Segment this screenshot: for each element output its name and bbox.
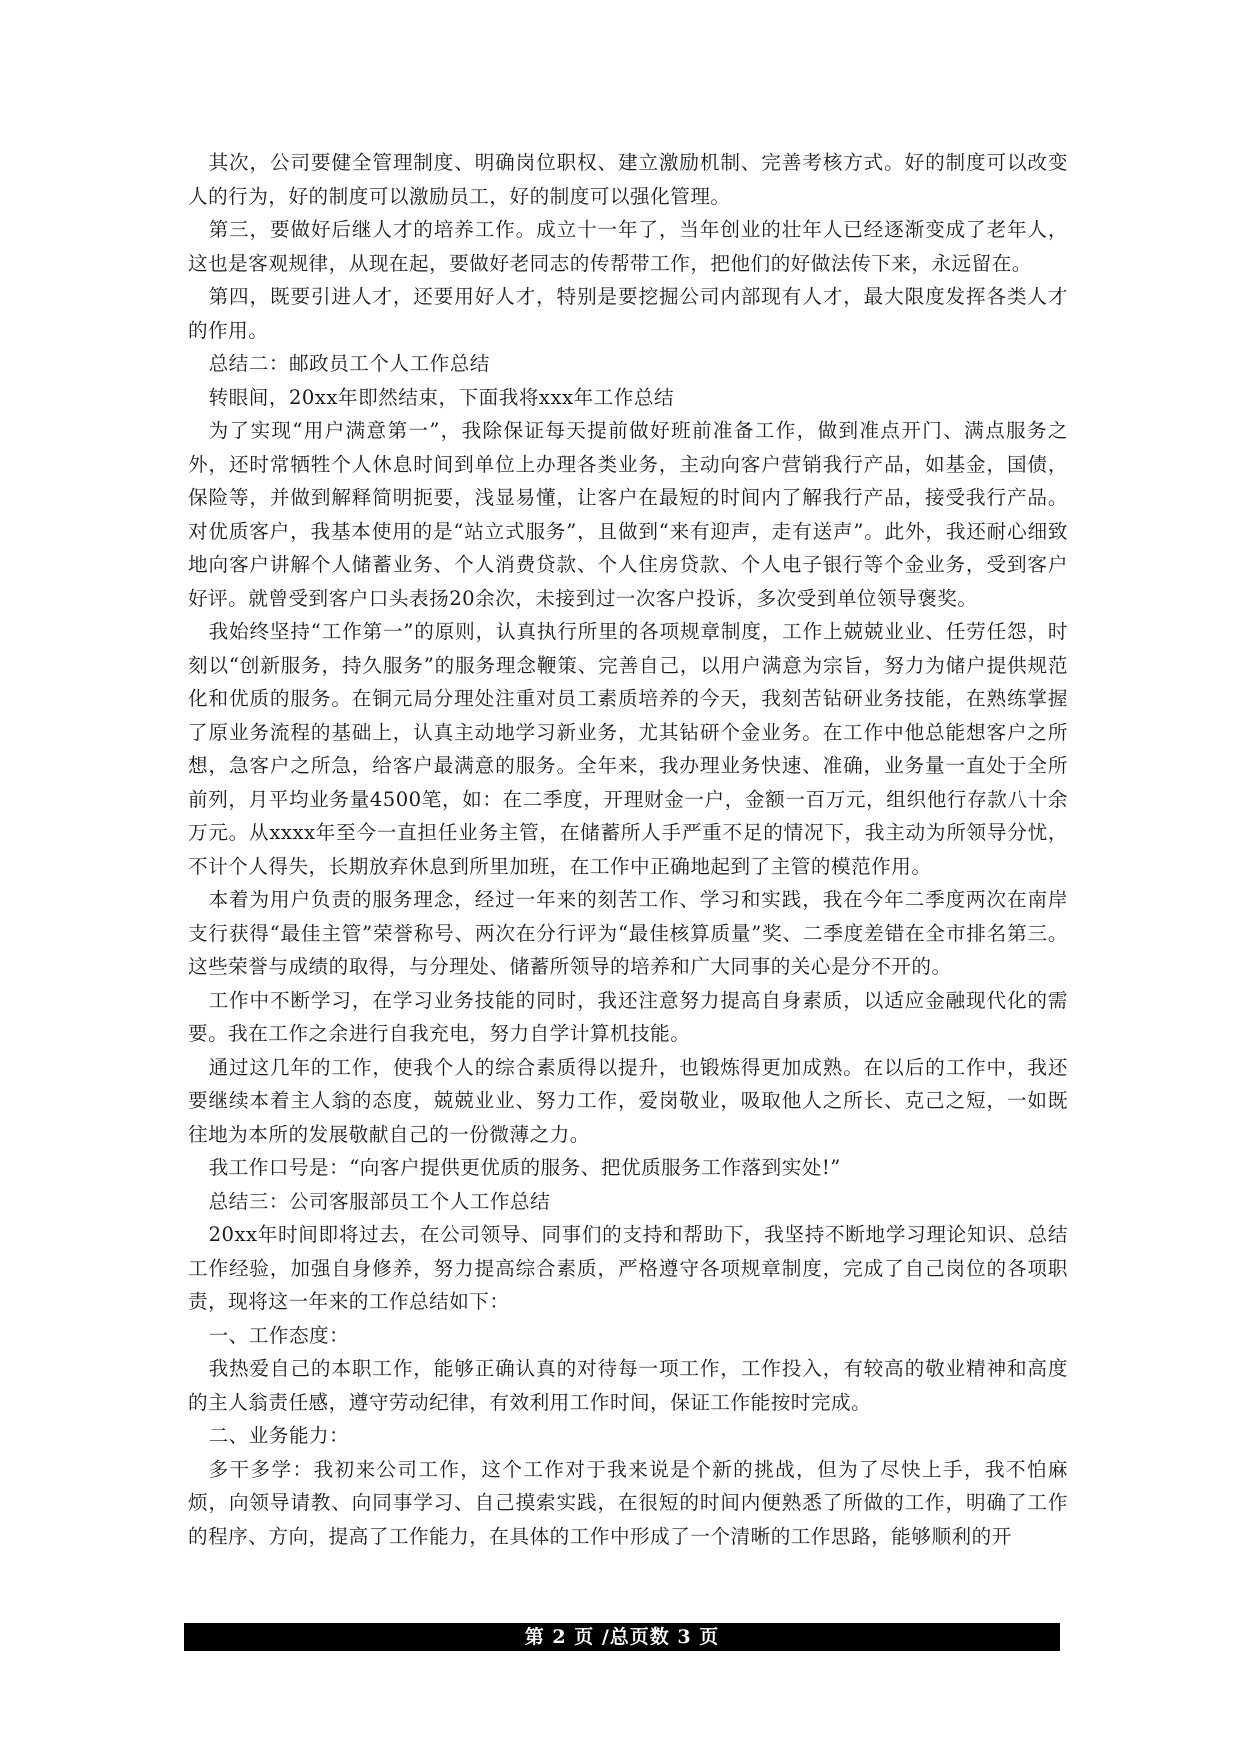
page-number-footer: 第 2 页 /总页数 3 页 xyxy=(184,1623,1060,1651)
body-paragraph: 为了实现“用户满意第一”，我除保证每天提前做好班前准备工作，做到准点开门、满点服务之外，还时常牺牲个人休息时间到单位上办理各类业务，主动向客户营销我行产品，如基金，国债，保险等，并做到解释简明扼要，浅显易懂，让客户在最短的时间内了解我行产品，接受我行产品。对优质客户，我基本使用的是“站立式服务”，且做到“来有迎声，走有送声”。此外，我还耐心细致地向客户讲解个人储蓄业务、个人消费贷款、个人住房贷款、个人电子银行等个金业务，受到客户好评。就曾受到客户口头表扬20余次，未接到过一次客户投诉，多次受到单位领导褒奖。 xyxy=(188,419,1068,610)
body-paragraph: 第三，要做好后继人才的培养工作。成立十一年了，当年创业的壮年人已经逐渐变成了老年人，这也是客观规律，从现在起，要做好老同志的传帮带工作，把他们的好做法传下来，永远留在。 xyxy=(188,218,1068,275)
body-paragraph: 转眼间，20xx年即然结束，下面我将xxx年工作总结 xyxy=(208,385,675,409)
section-heading: 总结三：公司客服部员工个人工作总结 xyxy=(208,1189,551,1213)
body-paragraph: 工作中不断学习，在学习业务技能的同时，我还注意努力提高自身素质，以适应金融现代化的需要。我在工作之余进行自我充电，努力自学计算机技能。 xyxy=(188,988,1068,1045)
document-page xyxy=(188,146,1068,1566)
subsection-heading: 二、业务能力： xyxy=(208,1424,350,1447)
body-paragraph: 我工作口号是：“向客户提供更优质的服务、把优质服务工作落到实处!” xyxy=(208,1156,841,1179)
body-paragraph: 我热爱自己的本职工作，能够正确认真的对待每一项工作，工作投入，有较高的敬业精神和高度的主人翁责任感，遵守劳动纪律，有效利用工作时间，保证工作能按时完成。 xyxy=(188,1357,1068,1414)
body-paragraph: 第四，既要引进人才，还要用好人才，特别是要挖掘公司内部现有人才，最大限度发挥各类人才的作用。 xyxy=(188,285,1068,342)
subsection-heading: 一、工作态度： xyxy=(208,1323,350,1347)
body-paragraph: 20xx年时间即将过去，在公司领导、同事们的支持和帮助下，我坚持不断地学习理论知识、总结工作经验，加强自身修养，努力提高综合素质，严格遵守各项规章制度，完成了自己岗位的各项职责，现将这一年来的工作总结如下： xyxy=(188,1223,1068,1313)
section-heading: 总结二：邮政员工个人工作总结 xyxy=(208,352,490,375)
body-paragraph: 本着为用户负责的服务理念，经过一年来的刻苦工作、学习和实践，我在今年二季度两次在南岸支行获得“最佳主管”荣誉称号、两次在分行评为“最佳核算质量”奖、二季度差错在全市排名第三。这些荣誉与成绩的取得，与分理处、储蓄所领导的培养和广大同事的关心是分不开的。 xyxy=(188,888,1068,978)
body-paragraph: 我始终坚持“工作第一”的原则，认真执行所里的各项规章制度，工作上兢兢业业、任劳任怨，时刻以“创新服务，持久服务”的服务理念鞭策、完善自己，以用户满意为宗旨，努力为储户提供规范化和优质的服务。在铜元局分理处注重对员工素质培养的今天，我刻苦钻研业务技能，在熟练掌握了原业务流程的基础上，认真主动地学习新业务，尤其钻研个金业务。在工作中他总能想客户之所想，急客户之所急，给客户最满意的服务。全年来，我办理业务快速、准确，业务量一直处于全所前列，月平均业务量4500笔，如：在二季度，开理财金一户，金额一百万元，组织他行存款八十余万元。从xxxx年至今一直担任业务主管，在储蓄所人手严重不足的情况下，我主动为所领导分忧，不计个人得失，长期放弃休息到所里加班，在工作中正确地起到了主管的模范作用。 xyxy=(188,620,1068,878)
body-paragraph: 通过这几年的工作，使我个人的综合素质得以提升，也锻炼得更加成熟。在以后的工作中，我还要继续本着主人翁的态度，兢兢业业、努力工作，爱岗敬业，吸取他人之所长、克己之短，一如既往地为本所的发展敬献自己的一份微薄之力。 xyxy=(188,1055,1068,1146)
body-paragraph: 多干多学：我初来公司工作，这个工作对于我来说是个新的挑战，但为了尽快上手，我不怕麻烦，向领导请教、向同事学习、自己摸索实践，在很短的时间内便熟悉了所做的工作，明确了工作的程序、方向，提高了工作能力，在具体的工作中形成了一个清晰的工作思路，能够顺利的开 xyxy=(188,1457,1068,1548)
body-paragraph: 其次，公司要健全管理制度、明确岗位职权、建立激励机制、完善考核方式。好的制度可以改变人的行为，好的制度可以激励员工，好的制度可以强化管理。 xyxy=(188,151,1068,208)
